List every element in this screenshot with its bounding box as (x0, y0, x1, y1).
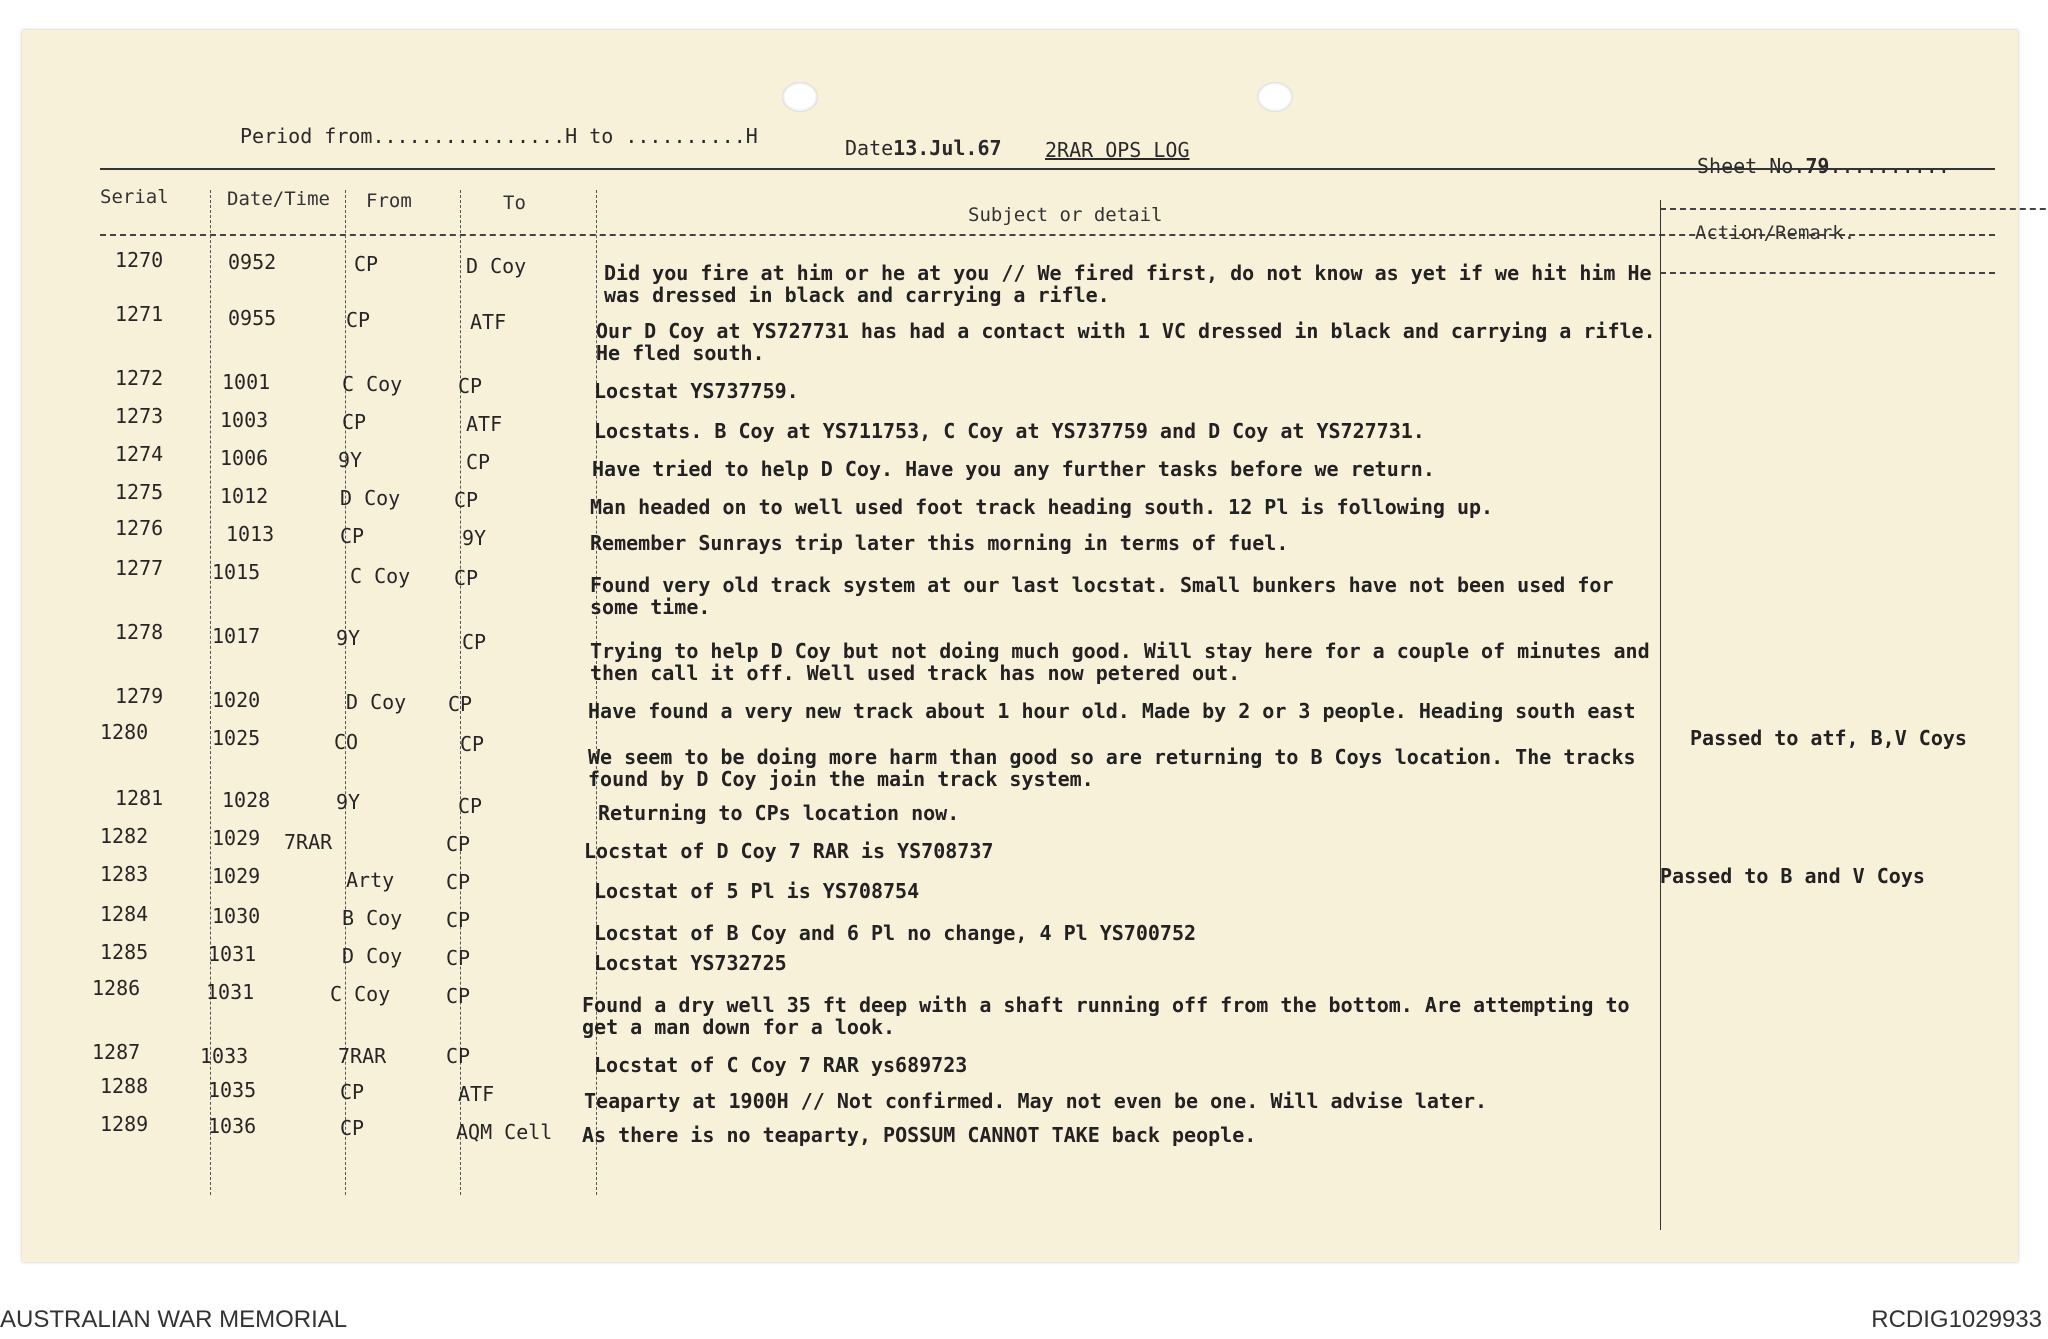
time-cell: 0955 (228, 306, 277, 330)
from-cell: 7RAR (284, 830, 333, 854)
serial-cell: 1289 (100, 1112, 149, 1136)
header-rule (100, 168, 1995, 170)
subject-cell: Have tried to help D Coy. Have you any further tasks before we return. (592, 457, 1435, 481)
col-header-from: From (366, 190, 412, 212)
to-cell: ATF (470, 310, 507, 334)
from-cell: C Coy (350, 564, 411, 588)
subject-cell: Locstat YS737759. (594, 379, 799, 403)
subject-cell: Teaparty at 1900H // Not confirmed. May not even be one. Will advise later. (584, 1089, 1488, 1113)
subject-cell: Locstat YS732725 (594, 951, 787, 975)
footer-id: RCDIG1029933 (1871, 1306, 2042, 1333)
to-cell: D Coy (466, 254, 527, 278)
serial-cell: 1276 (115, 516, 164, 540)
from-cell: C Coy (330, 982, 391, 1006)
subject-cell: Trying to help D Coy but not doing much good. Will stay here for a couple of minutes and then call it off. Well used track has now petered out. (590, 639, 1650, 685)
action-rule (1660, 208, 2048, 210)
from-cell: D Coy (340, 486, 401, 510)
from-cell: 9Y (336, 626, 361, 650)
to-cell: CP (460, 732, 485, 756)
from-cell: C Coy (342, 372, 403, 396)
subject-cell: Locstat of D Coy 7 RAR is YS708737 (584, 839, 994, 863)
time-cell: 1012 (220, 484, 269, 508)
time-cell: 1001 (222, 370, 271, 394)
sheet-value: 79 (1805, 154, 1830, 178)
subject-cell: Did you fire at him or he at you // We fired first, do not know as yet if we hit him He was dressed in black and carrying a rifle. (604, 261, 1652, 307)
serial-cell: 1275 (115, 480, 164, 504)
punch-hole-left (782, 82, 818, 112)
date-value: 13.Jul.67 (893, 136, 1002, 160)
period-from-label: Period from (240, 124, 373, 148)
col-header-subject: Subject or detail (968, 204, 1163, 226)
to-cell: CP (454, 566, 479, 590)
serial-cell: 1282 (100, 824, 149, 848)
serial-cell: 1270 (115, 248, 164, 272)
time-cell: 1035 (208, 1078, 257, 1102)
to-cell: CP (466, 450, 491, 474)
remark-cell: Passed to B and V Coys (1660, 864, 1925, 888)
serial-cell: 1272 (115, 366, 164, 390)
to-cell: ATF (466, 412, 503, 436)
subject-cell: Locstat of 5 Pl is YS708754 (594, 879, 920, 903)
serial-cell: 1284 (100, 902, 149, 926)
serial-cell: 1280 (100, 720, 149, 744)
from-cell: Arty (346, 868, 395, 892)
time-cell: 1015 (212, 560, 261, 584)
from-cell: D Coy (346, 690, 407, 714)
from-cell: CP (340, 524, 365, 548)
subject-cell: Locstat of B Coy and 6 Pl no change, 4 Pl YS700752 (594, 921, 1197, 945)
to-cell: CP (458, 794, 483, 818)
subject-cell: Locstat of C Coy 7 RAR ys689723 (594, 1053, 968, 1077)
col-header-serial: Serial (100, 186, 169, 208)
to-cell: CP (446, 1044, 471, 1068)
serial-cell: 1283 (100, 862, 149, 886)
serial-cell: 1288 (100, 1074, 149, 1098)
log-title: 2RAR OPS LOG (1045, 138, 1190, 162)
to-cell: CP (448, 692, 473, 716)
subject-cell: Remember Sunrays trip later this morning in terms of fuel. (590, 531, 1289, 555)
serial-cell: 1279 (115, 684, 164, 708)
to-cell: CP (462, 630, 487, 654)
from-cell: 9Y (336, 790, 361, 814)
date-label: Date (845, 136, 894, 160)
to-cell: CP (446, 870, 471, 894)
from-cell: CP (354, 252, 379, 276)
time-cell: 0952 (228, 250, 277, 274)
from-cell: CP (340, 1080, 365, 1104)
serial-cell: 1286 (92, 976, 141, 1000)
time-cell: 1006 (220, 446, 269, 470)
col-header-action: Action/Remark. (1695, 222, 1856, 244)
time-cell: 1020 (212, 688, 261, 712)
sheet-field: Sheet No.79.......... (1697, 154, 1950, 178)
from-cell: CP (342, 410, 367, 434)
serial-cell: 1273 (115, 404, 164, 428)
from-cell: 9Y (338, 448, 363, 472)
from-cell: 7RAR (338, 1044, 387, 1068)
to-cell: ATF (458, 1082, 495, 1106)
from-cell: B Coy (342, 906, 403, 930)
serial-cell: 1285 (100, 940, 149, 964)
subject-cell: Found very old track system at our last locstat. Small bunkers have not been used for some time. (590, 573, 1614, 619)
action-header-rule (1660, 272, 1995, 274)
to-cell: CP (446, 832, 471, 856)
time-cell: 1029 (212, 864, 261, 888)
sheet-label: Sheet No. (1697, 154, 1806, 178)
subject-cell: Our D Coy at YS727731 has had a contact with 1 VC dressed in black and carrying a rifle. He fled south. (596, 319, 1656, 365)
to-cell: CP (454, 488, 479, 512)
from-cell: CP (346, 308, 371, 332)
to-cell: 9Y (462, 526, 487, 550)
serial-cell: 1277 (115, 556, 164, 580)
period-to-label: H to (565, 124, 614, 148)
to-cell: CP (446, 946, 471, 970)
punch-hole-right (1257, 82, 1293, 112)
to-cell: CP (446, 984, 471, 1008)
time-cell: 1003 (220, 408, 269, 432)
time-cell: 1025 (212, 726, 261, 750)
serial-cell: 1274 (115, 442, 164, 466)
from-cell: D Coy (342, 944, 403, 968)
remark-cell: Passed to atf, B,V Coys (1690, 726, 1967, 750)
col-header-to: To (503, 192, 526, 214)
subject-cell: Man headed on to well used foot track heading south. 12 Pl is following up. (590, 495, 1494, 519)
time-cell: 1033 (200, 1044, 249, 1068)
date-field (845, 136, 1002, 160)
col-header-datetime: Date/Time (227, 188, 330, 210)
subject-cell: Found a dry well 35 ft deep with a shaft running off from the bottom. Are attempting to get a man down for a look. (582, 993, 1630, 1039)
serial-cell: 1278 (115, 620, 164, 644)
subject-cell: Have found a very new track about 1 hour old. Made by 2 or 3 people. Heading south east (588, 699, 1636, 723)
subject-cell: Returning to CPs location now. (598, 801, 960, 825)
period-header: Period from................H to ..........H (240, 124, 758, 148)
time-cell: 1028 (222, 788, 271, 812)
subject-cell: We seem to be doing more harm than good so are returning to B Coys location. The tracks found by D Coy join the main track system. (588, 745, 1636, 791)
from-cell: CO (334, 730, 359, 754)
subject-cell: As there is no teaparty, POSSUM CANNOT TAKE back people. (582, 1123, 1257, 1147)
time-cell: 1017 (212, 624, 261, 648)
time-cell: 1013 (226, 522, 275, 546)
time-cell: 1036 (208, 1114, 257, 1138)
time-cell: 1031 (206, 980, 255, 1004)
subject-cell: Locstats. B Coy at YS711753, C Coy at YS737759 and D Coy at YS727731. (594, 419, 1425, 443)
from-cell: CP (340, 1116, 365, 1140)
serial-cell: 1271 (115, 302, 164, 326)
footer-source: AUSTRALIAN WAR MEMORIAL (0, 1306, 348, 1333)
to-cell: CP (458, 374, 483, 398)
serial-cell: 1281 (115, 786, 164, 810)
time-cell: 1029 (212, 826, 261, 850)
time-cell: 1031 (208, 942, 257, 966)
serial-cell: 1287 (92, 1040, 141, 1064)
period-end-label: H (745, 124, 758, 148)
to-cell: AQM Cell (456, 1120, 553, 1144)
to-cell: CP (446, 908, 471, 932)
time-cell: 1030 (212, 904, 261, 928)
